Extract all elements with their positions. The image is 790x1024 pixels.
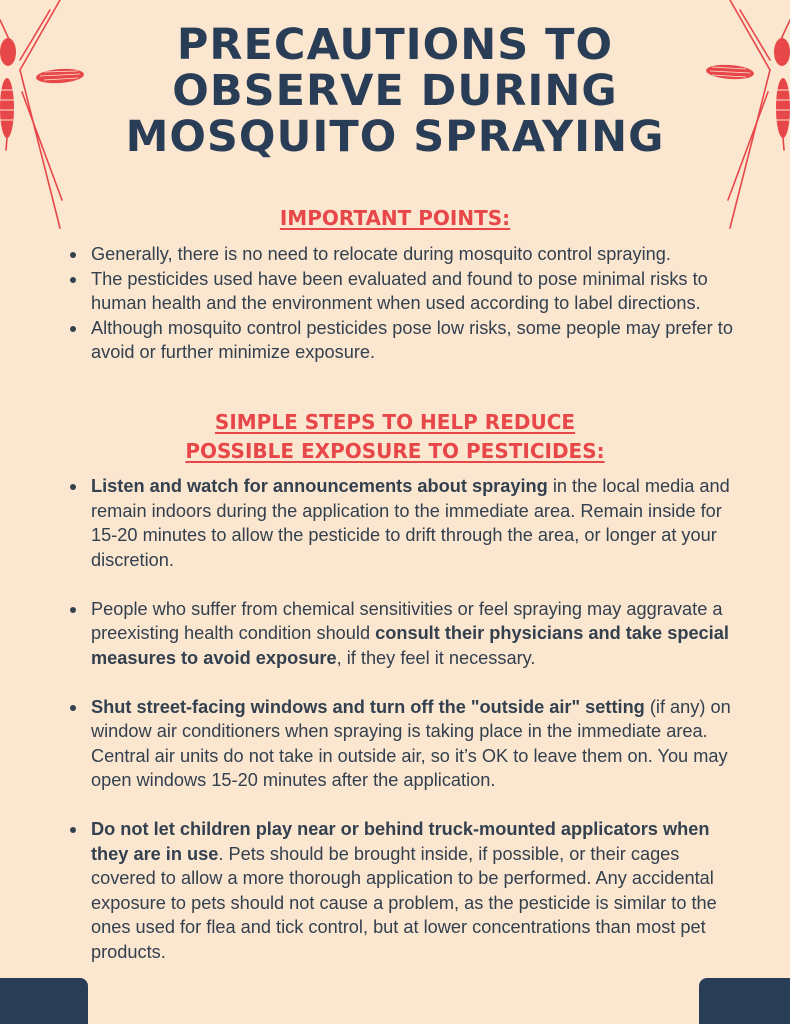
list-item: The pesticides used have been evaluated and found to pose minimal risks to human health and the environment when used according to label directions. — [65, 267, 745, 316]
title-line-3: MOSQUITO SPRAYING — [125, 112, 665, 162]
bold-text: consult their physicians and take special measures to avoid exposure — [91, 623, 729, 668]
bold-text: Shut street-facing windows and turn off the "outside air" setting — [91, 696, 645, 717]
item-text: in the local media and remain indoors during the application to the immediate area. Remain inside for 15-20 minutes to allow the pesticide to drift through the area, or longer at your discretion. — [91, 476, 730, 570]
footer-tab-left — [0, 978, 88, 1024]
page-title — [0, 22, 790, 160]
bold-text: Do not let children play near or behind truck-mounted applicators when they are in use — [91, 819, 710, 864]
simple-steps-list — [65, 474, 745, 989]
item-text: (if any) on window air conditioners when spraying is taking place in the immediate area. Central air units do not take in outside air, so it’s OK to leave them on. You may open windows 15-20 minutes after the application. — [91, 696, 731, 790]
important-points-heading: IMPORTANT POINTS: — [279, 206, 511, 230]
simple-steps-heading-line-1: SIMPLE STEPS TO HELP REDUCE — [214, 410, 576, 434]
simple-steps-heading — [0, 408, 790, 466]
simple-steps-heading-line-2: POSSIBLE EXPOSURE TO PESTICIDES: — [185, 439, 605, 463]
item-text: , if they feel it necessary. — [336, 647, 536, 668]
list-item: Generally, there is no need to relocate during mosquito control spraying. — [65, 242, 745, 267]
item-text: . Pets should be brought inside, if possible, or their cages covered to allow a more thorough application to be performed. Any accidental exposure to pets should not cause a problem, as the pesticide is similar to the ones used for flea and tick control, but at lower concentrations than most pet products. — [91, 843, 717, 962]
title-line-2: OBSERVE DURING — [172, 66, 618, 116]
list-item — [65, 695, 745, 793]
footer-tab-right — [699, 978, 790, 1024]
list-item: Although mosquito control pesticides pose low risks, some people may prefer to avoid or further minimize exposure. — [65, 316, 745, 365]
list-item — [65, 817, 745, 964]
item-text: People who suffer from chemical sensitivities or feel spraying may aggravate a preexisting health condition should — [91, 598, 723, 643]
important-points-list — [65, 242, 745, 365]
list-item — [65, 597, 745, 671]
list-item — [65, 474, 745, 572]
title-line-1: PRECAUTIONS TO — [176, 20, 614, 70]
bold-text: Listen and watch for announcements about spraying — [91, 476, 548, 496]
